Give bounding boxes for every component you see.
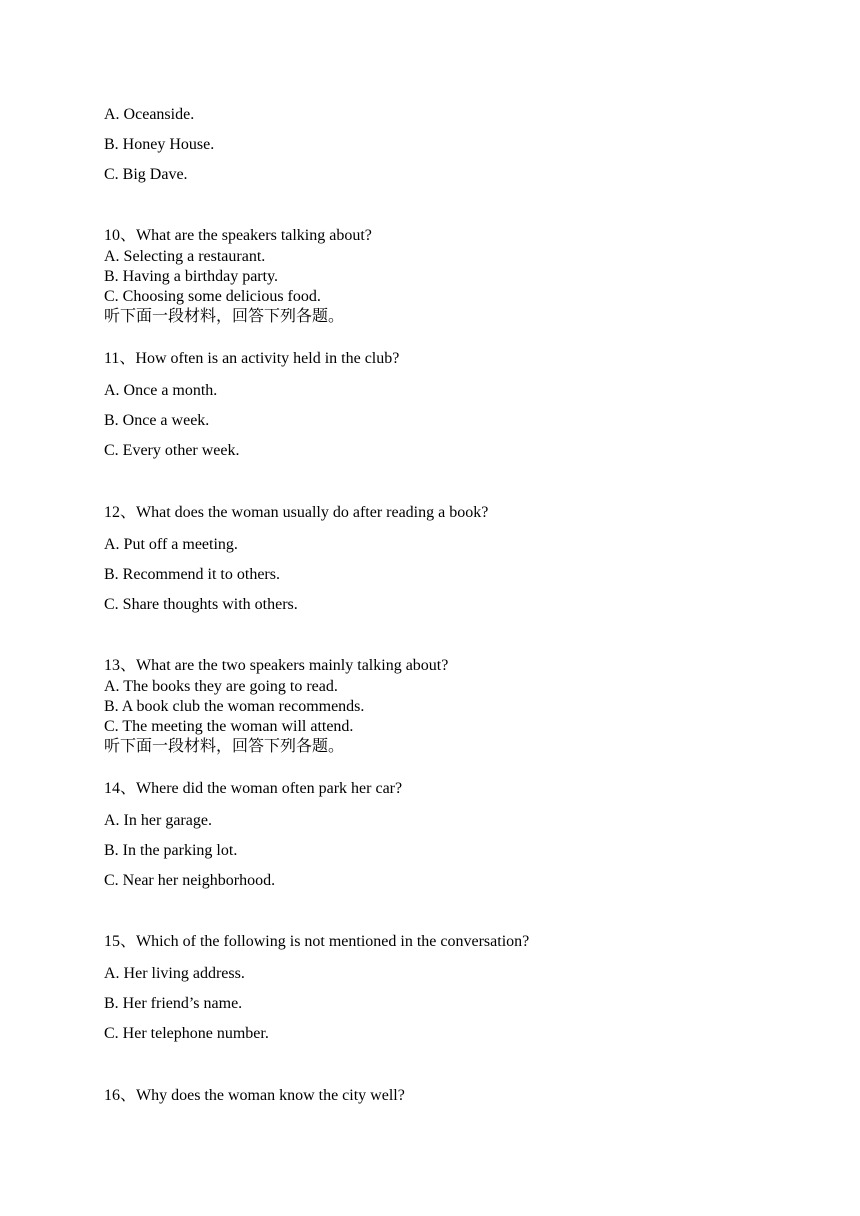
q10-option-a: A. Selecting a restaurant. (104, 248, 266, 265)
q10-option-c: C. Choosing some delicious food. (104, 288, 321, 305)
section-instruction: 听下面一段材料，回答下列各题。 (104, 308, 345, 325)
q15-option-a: A. Her living address. (104, 965, 245, 982)
q14-option-c: C. Near her neighborhood. (104, 872, 276, 889)
section-instruction: 听下面一段材料，回答下列各题。 (104, 738, 345, 755)
q15-option-b: B. Her friend’s name. (104, 995, 243, 1012)
q16-question: 16、Why does the woman know the city well? (104, 1087, 405, 1104)
q12-option-a: A. Put off a meeting. (104, 536, 238, 553)
q15-question: 15、Which of the following is not mentioned in the conversation? (104, 933, 530, 950)
q10-option-b: B. Having a birthday party. (104, 268, 279, 285)
q13-option-c: C. The meeting the woman will attend. (104, 718, 354, 735)
q13-option-b: B. A book club the woman recommends. (104, 698, 365, 715)
q11-option-b: B. Once a week. (104, 412, 210, 429)
q9-option-b: B. Honey House. (104, 136, 215, 153)
q9-option-c: C. Big Dave. (104, 166, 188, 183)
q14-option-a: A. In her garage. (104, 812, 212, 829)
q11-option-a: A. Once a month. (104, 382, 218, 399)
q11-question: 11、How often is an activity held in the club? (104, 350, 400, 367)
q13-question: 13、What are the two speakers mainly talking about? (104, 657, 449, 674)
q12-option-b: B. Recommend it to others. (104, 566, 280, 583)
q13-option-a: A. The books they are going to read. (104, 678, 338, 695)
q14-option-b: B. In the parking lot. (104, 842, 238, 859)
q10-question: 10、What are the speakers talking about? (104, 227, 372, 244)
q12-question: 12、What does the woman usually do after reading a book? (104, 504, 489, 521)
q15-option-c: C. Her telephone number. (104, 1025, 269, 1042)
q11-option-c: C. Every other week. (104, 442, 240, 459)
q14-question: 14、Where did the woman often park her car? (104, 780, 403, 797)
q9-option-a: A. Oceanside. (104, 106, 195, 123)
q12-option-c: C. Share thoughts with others. (104, 596, 298, 613)
